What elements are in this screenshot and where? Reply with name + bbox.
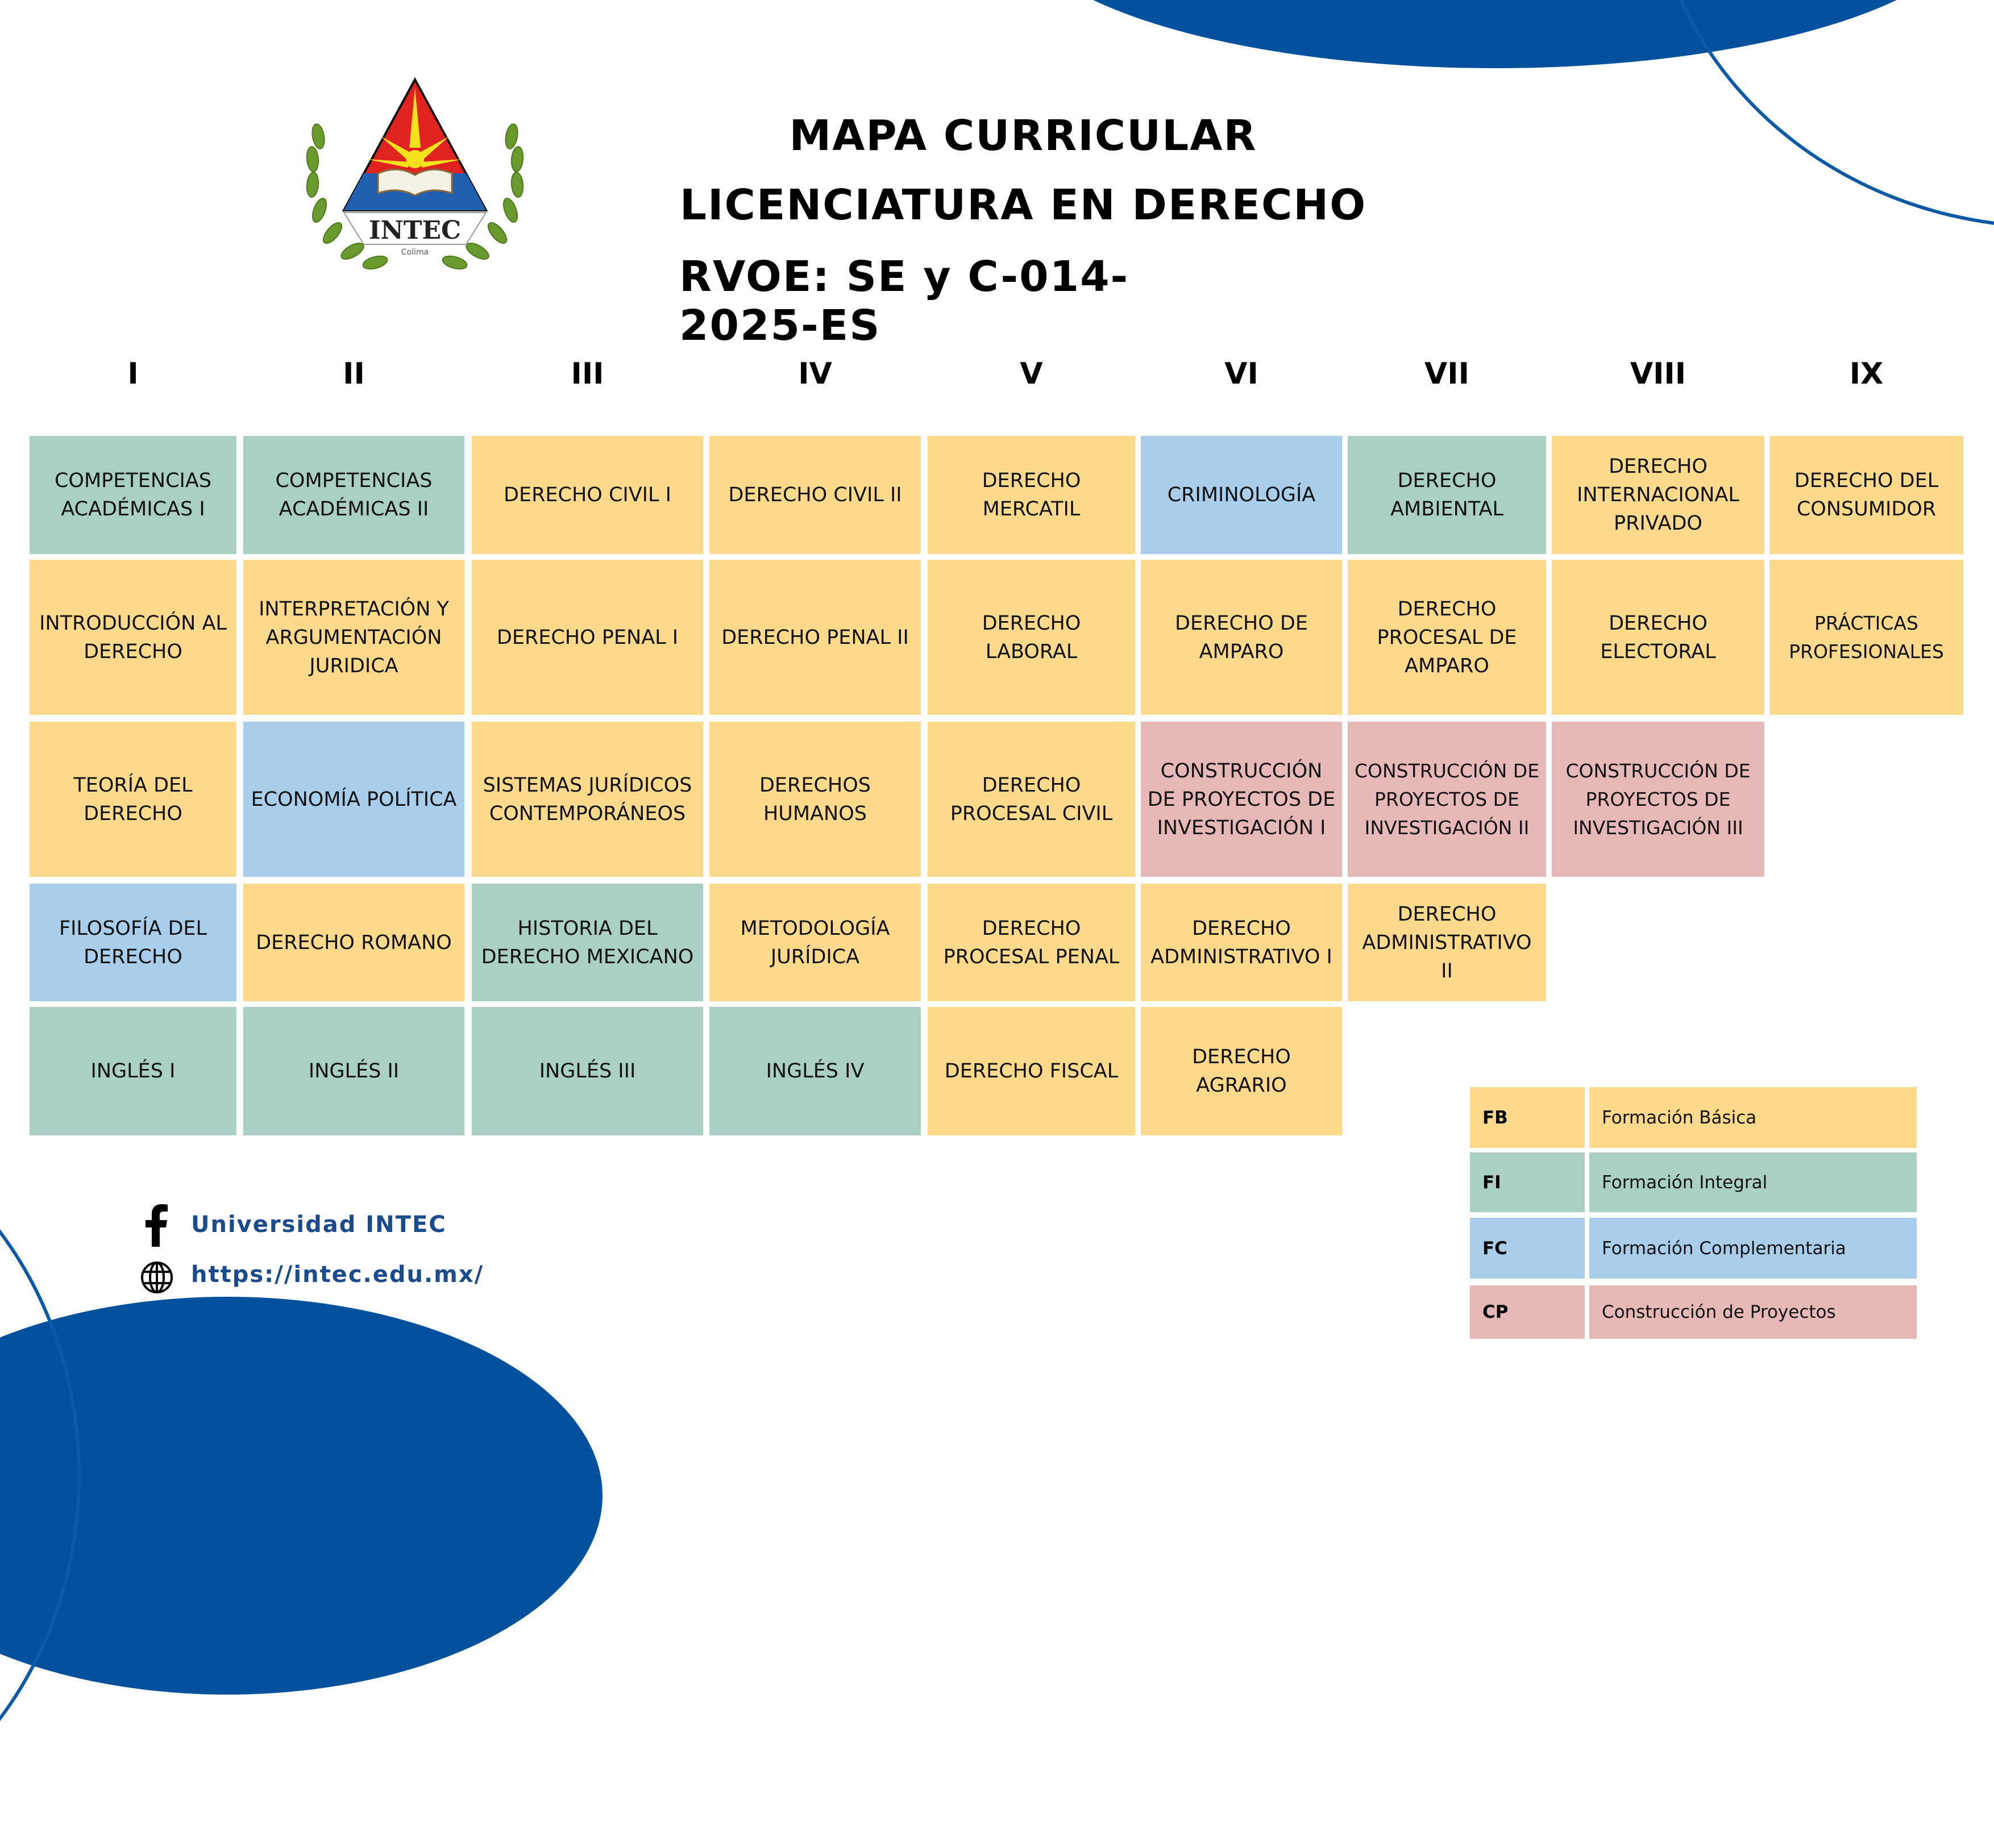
course-cell: INTERPRETACIÓN Y ARGUMENTACIÓN JURIDICA xyxy=(243,560,464,715)
semester-header-3: III xyxy=(571,357,604,391)
program-title: LICENCIATURA EN DERECHO xyxy=(679,181,1367,230)
decorative-curve-bottom-left xyxy=(0,1102,81,1848)
semester-header-5: V xyxy=(1020,357,1043,391)
course-cell: INGLÉS III xyxy=(472,1007,703,1135)
course-cell: DERECHO DEL CONSUMIDOR xyxy=(1769,436,1963,554)
semester-header-7: VII xyxy=(1424,357,1469,391)
website-link[interactable]: https://intec.edu.mx/ xyxy=(191,1262,484,1288)
legend-label-fb: Formación Básica xyxy=(1589,1087,1917,1148)
course-cell: INTRODUCCIÓN AL DERECHO xyxy=(30,560,236,715)
course-cell: DERECHO LABORAL xyxy=(928,560,1135,715)
course-cell: COMPETENCIAS ACADÉMICAS I xyxy=(30,436,236,554)
course-cell: ECONOMÍA POLÍTICA xyxy=(243,722,464,877)
legend-code-fi: FI xyxy=(1470,1152,1585,1212)
legend-code-fc: FC xyxy=(1470,1218,1585,1279)
course-cell: INGLÉS II xyxy=(243,1007,464,1135)
semester-header-2: II xyxy=(343,357,365,391)
course-cell: DERECHO ELECTORAL xyxy=(1552,560,1764,715)
course-cell: DERECHO DE AMPARO xyxy=(1141,560,1342,715)
semester-header-6: VI xyxy=(1224,357,1258,391)
legend-label-cp: Construcción de Proyectos xyxy=(1589,1285,1917,1339)
course-cell: DERECHO PENAL I xyxy=(472,560,703,715)
svg-text:INTEC: INTEC xyxy=(368,216,462,245)
course-cell: FILOSOFÍA DEL DERECHO xyxy=(30,884,236,1001)
semester-header-9: IX xyxy=(1849,357,1884,391)
course-cell: DERECHO AMBIENTAL xyxy=(1348,436,1546,554)
rvoe-code: RVOE: SE y C-014-2025-ES xyxy=(679,252,1129,350)
decorative-blue-shape-bottom xyxy=(0,1297,603,1695)
course-cell: CONSTRUCCIÓN DE PROYECTOS DE INVESTIGACIÓN I xyxy=(1141,722,1342,877)
course-cell: DERECHO ADMINISTRATIVO I xyxy=(1141,884,1342,1001)
course-cell: CRIMINOLOGÍA xyxy=(1141,436,1342,554)
course-cell: DERECHO AGRARIO xyxy=(1141,1007,1342,1135)
course-cell: DERECHO CIVIL I xyxy=(472,436,703,554)
semester-header-4: IV xyxy=(798,357,832,391)
course-cell: DERECHO PROCESAL PENAL xyxy=(928,884,1135,1001)
legend-code-cp: CP xyxy=(1470,1285,1585,1339)
course-cell: TEORÍA DEL DERECHO xyxy=(30,722,236,877)
course-cell: METODOLOGÍA JURÍDICA xyxy=(709,884,921,1001)
legend-label-fi: Formación Integral xyxy=(1589,1152,1917,1212)
facebook-link[interactable]: Universidad INTEC xyxy=(191,1212,447,1238)
course-cell: COMPETENCIAS ACADÉMICAS II xyxy=(243,436,464,554)
course-cell: DERECHOS HUMANOS xyxy=(709,722,921,877)
svg-text:Colima: Colima xyxy=(401,248,429,257)
course-cell: INGLÉS IV xyxy=(709,1007,921,1135)
course-cell: HISTORIA DEL DERECHO MEXICANO xyxy=(472,884,703,1001)
course-cell: CONSTRUCCIÓN DE PROYECTOS DE INVESTIGACIÓN III xyxy=(1552,722,1764,877)
course-cell: CONSTRUCCIÓN DE PROYECTOS DE INVESTIGACIÓN II xyxy=(1348,722,1546,877)
course-cell: DERECHO MERCATIL xyxy=(928,436,1135,554)
semester-header-1: I xyxy=(127,357,139,391)
course-cell: SISTEMAS JURÍDICOS CONTEMPORÁNEOS xyxy=(472,722,703,877)
course-cell: DERECHO PENAL II xyxy=(709,560,921,715)
facebook-icon[interactable] xyxy=(145,1204,168,1247)
course-cell: DERECHO PROCESAL CIVIL xyxy=(928,722,1135,877)
course-cell: INGLÉS I xyxy=(30,1007,236,1135)
page-title: MAPA CURRICULAR xyxy=(789,111,1257,160)
legend-code-fb: FB xyxy=(1470,1087,1585,1148)
legend-label-fc: Formación Complementaria xyxy=(1589,1218,1917,1279)
course-cell: DERECHO ROMANO xyxy=(243,884,464,1001)
globe-icon xyxy=(140,1260,174,1295)
course-cell: DERECHO PROCESAL DE AMPARO xyxy=(1348,560,1546,715)
course-cell: DERECHO CIVIL II xyxy=(709,436,921,554)
course-cell: DERECHO ADMINISTRATIVO II xyxy=(1348,884,1546,1001)
course-cell: DERECHO FISCAL xyxy=(928,1007,1135,1135)
course-cell: PRÁCTICAS PROFESIONALES xyxy=(1769,560,1963,715)
course-cell: DERECHO INTERNACIONAL PRIVADO xyxy=(1552,436,1764,554)
semester-header-8: VIII xyxy=(1630,357,1686,391)
